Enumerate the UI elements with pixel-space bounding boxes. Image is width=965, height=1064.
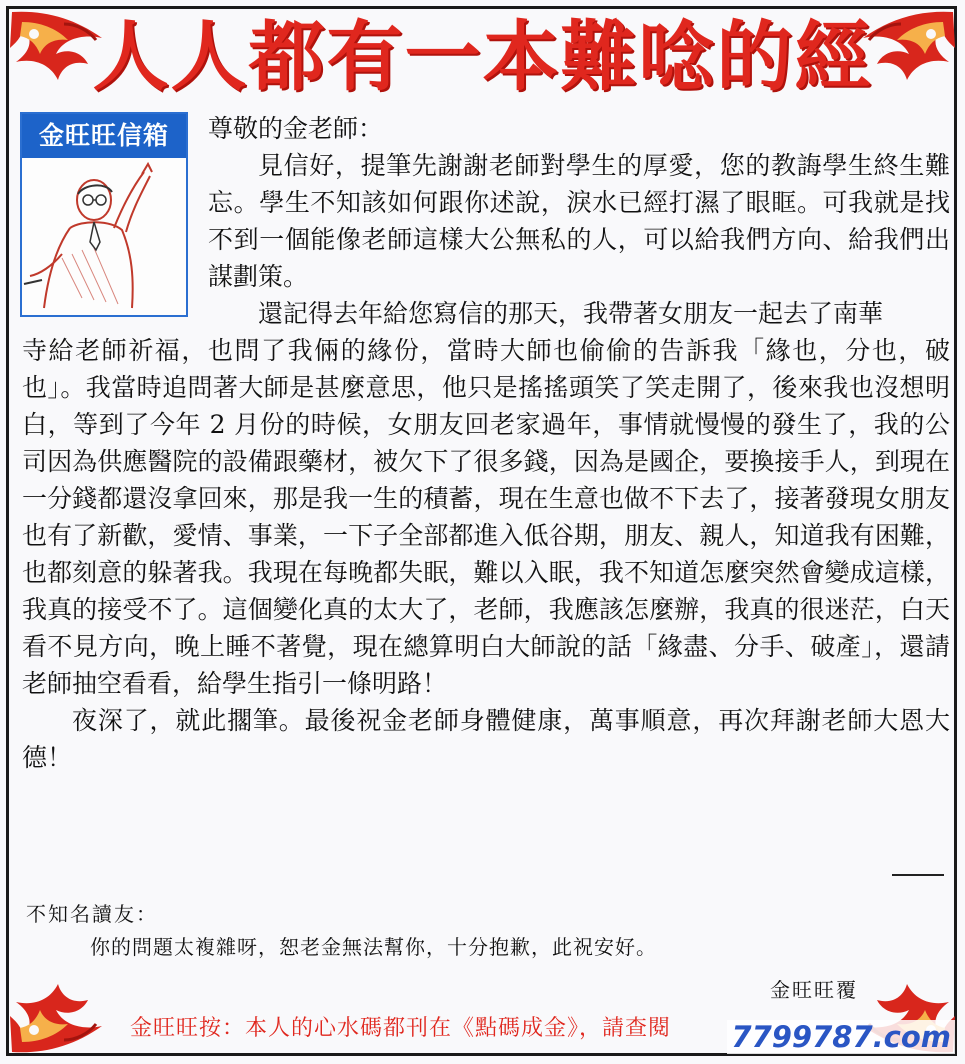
letter-paragraph: 還記得去年給您寫信的那天，我帶著女朋友一起去了南華 [258,299,884,328]
letter-paragraph: 夜深了，就此擱筆。最後祝金老師身體健康，萬事順意，再次拜謝老師大恩大德！ [22,706,950,772]
footer-note: 金旺旺按：本人的心水碼都刊在《點碼成金》，請查閱 [130,1016,672,1041]
page-title: 人人都有一本難唸的經 [92,12,873,101]
letter-greeting: 尊敬的金老師： [208,114,384,143]
reply-salutation: 不知名讀友： [26,902,158,926]
watermark: 7799787.com [727,1020,955,1054]
corner-ornament-icon [4,965,114,1060]
letter-body [22,110,950,776]
letter-paragraph: 寺給老師祈福，也問了我倆的緣份，當時大師也偷偷的告訴我「緣也，分也，破也」。我當時追問著大師是甚麼意思，他只是搖搖頭笑了笑走開了，後來我也沒想明白，等到了今年 2 月份的時候，女朋友回老家過年，事情就慢慢的發生了，我的公司因為供應醫院的設備跟藥材，被欠下了很多錢，因為是國企，要換接手人，到現在一分錢都還沒拿回來，那是我一生的積蓄，現在生意也做不下去了，接著發現女朋友也有了新歡，愛情、事業，一下子全部都進入低谷期，朋友、親人，知道我有困難，也都刻意的躲著我。我現在每晚都失眠，難以入眠，我不知道怎麼突然會變成這樣，我真的接受不了。這個變化真的太大了，老師，我應該怎麼辦，我真的很迷茫，白天看不見方向，晚上睡不著覺，現在總算明白大師說的話「緣盡、分手、破產」，還請老師抽空看看，給學生指引一條明路！ [22,336,950,698]
letter-paragraph: 見信好，提筆先謝謝老師對學生的厚愛，您的教誨學生終生難忘。學生不知該如何跟你述說，淚水已經打濕了眼眶。可我就是找不到一個能像老師這樣大公無私的人，可以給我們方向、給我們出謀劃策。 [208,151,950,291]
divider-rule [892,874,944,876]
reply-body: 你的問題太複雜呀，恕老金無法幫你，十分抱歉，此祝安好。 [90,935,657,959]
reply-signature: 金旺旺覆 [770,978,858,1002]
mailbox-label: 金旺旺信箱 [22,114,186,158]
